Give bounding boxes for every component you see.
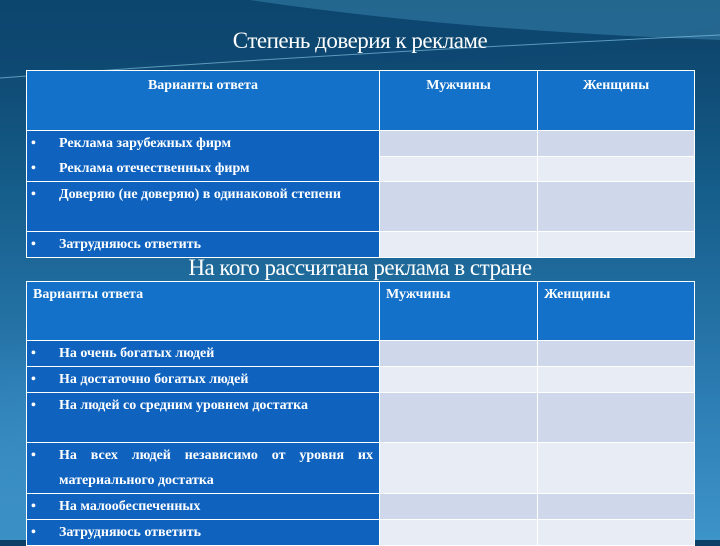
table1-title: Степень доверия к рекламе <box>232 28 488 53</box>
header-women: Женщины <box>538 282 695 341</box>
men-cell[interactable] <box>380 232 538 258</box>
men-cell[interactable] <box>380 182 538 232</box>
table-row: • Реклама отечественных фирм <box>27 156 695 182</box>
table-row: • Доверяю (не доверяю) в одинаковой степени <box>27 182 695 232</box>
women-cell[interactable] <box>538 520 695 546</box>
men-cell[interactable] <box>380 443 538 494</box>
table-row: • На всех людей независимо от уровня их материального достатка <box>27 443 695 494</box>
table-row: • На достаточно богатых людей <box>27 367 695 393</box>
men-cell[interactable] <box>380 131 538 157</box>
women-cell[interactable] <box>538 341 695 367</box>
men-cell[interactable] <box>380 494 538 520</box>
header-options: Варианты ответа <box>27 71 380 131</box>
header-men: Мужчины <box>380 282 538 341</box>
header-men: Мужчины <box>380 71 538 131</box>
men-cell[interactable] <box>380 341 538 367</box>
table-row: • Затрудняюсь ответить <box>27 232 695 258</box>
table-row: • Реклама зарубежных фирм <box>27 131 695 157</box>
women-cell[interactable] <box>538 156 695 182</box>
table-row: • На малообеспеченных <box>27 494 695 520</box>
women-cell[interactable] <box>538 131 695 157</box>
men-cell[interactable] <box>380 393 538 443</box>
women-cell[interactable] <box>538 367 695 393</box>
women-cell[interactable] <box>538 182 695 232</box>
women-cell[interactable] <box>538 494 695 520</box>
women-cell[interactable] <box>538 393 695 443</box>
table-row: • Затрудняюсь ответить <box>27 520 695 546</box>
header-women: Женщины <box>538 71 695 131</box>
table2-title: На кого рассчитана реклама в стране <box>188 255 532 280</box>
women-cell[interactable] <box>538 443 695 494</box>
trust-table <box>26 70 695 258</box>
header-options: Варианты ответа <box>27 282 380 341</box>
men-cell[interactable] <box>380 367 538 393</box>
audience-table <box>26 281 695 546</box>
men-cell[interactable] <box>380 156 538 182</box>
men-cell[interactable] <box>380 520 538 546</box>
table-row: • На очень богатых людей <box>27 341 695 367</box>
women-cell[interactable] <box>538 232 695 258</box>
table-row: • На людей со средним уровнем достатка <box>27 393 695 443</box>
